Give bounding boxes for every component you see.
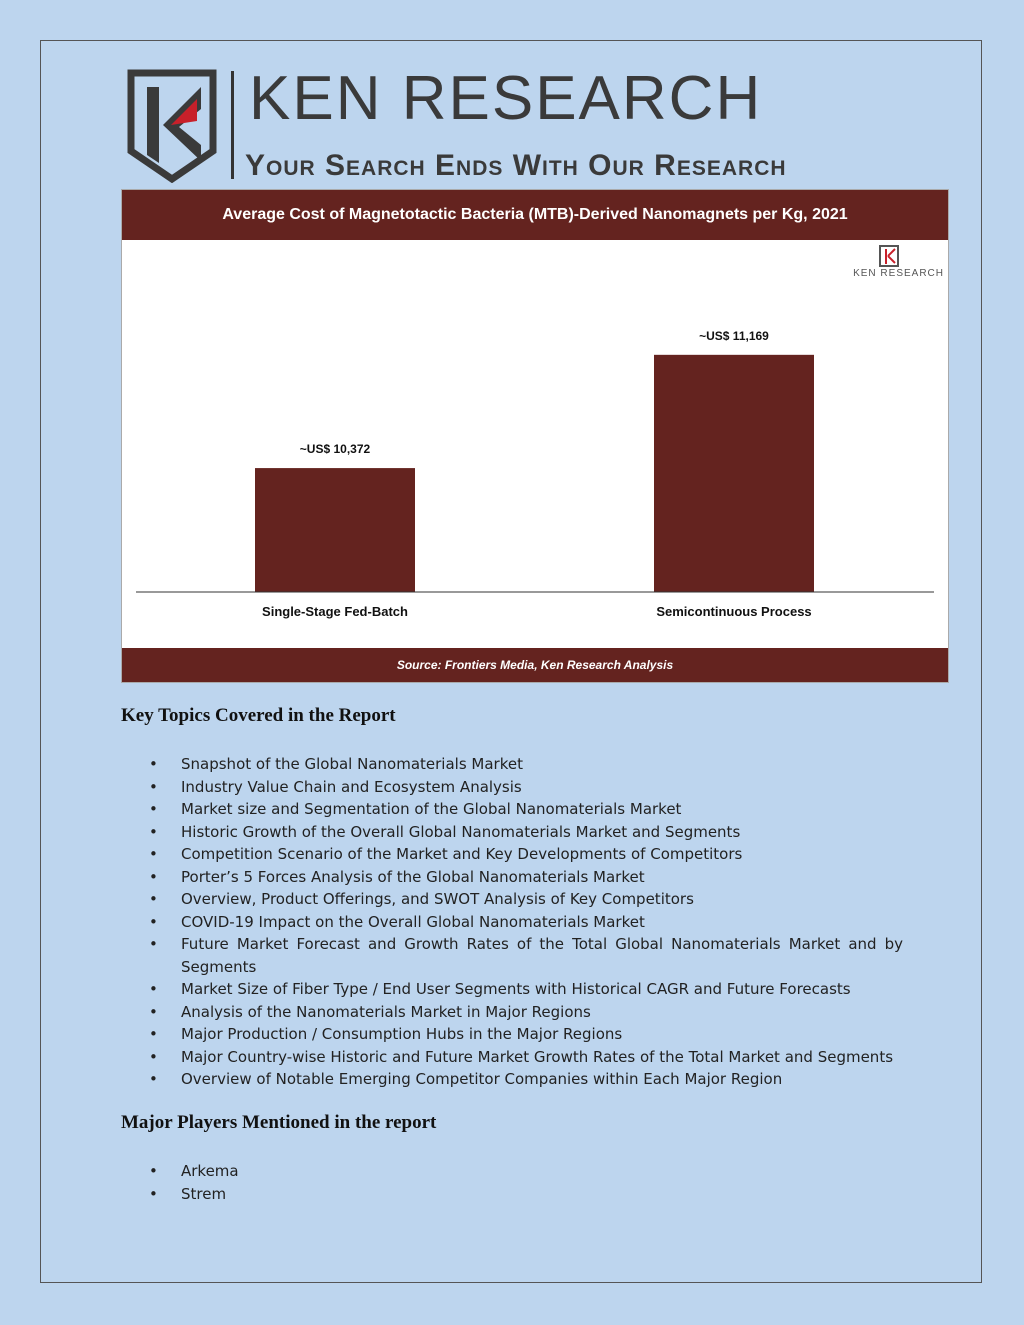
list-item: • Competition Scenario of the Market and Key Developments of Competitors bbox=[121, 843, 903, 866]
chart-data-label: ~US$ 10,372 bbox=[299, 442, 371, 457]
document-page bbox=[40, 40, 982, 1283]
players-heading: Major Players Mentioned in the report bbox=[121, 1112, 437, 1133]
list-item: • Future Market Forecast and Growth Rates of the Total Global Nanomaterials Market and by Segments bbox=[121, 933, 903, 978]
list-item: • Market Size of Fiber Type / End User Segments with Historical CAGR and Future Forecasts bbox=[121, 978, 903, 1001]
chart-source: Source: Frontiers Media, Ken Research Analysis bbox=[122, 648, 948, 682]
list-item: • Strem bbox=[121, 1183, 903, 1206]
list-item: • Historic Growth of the Overall Global Nanomaterials Market and Segments bbox=[121, 821, 903, 844]
players-list bbox=[121, 1160, 903, 1205]
list-item: • Industry Value Chain and Ecosystem Analysis bbox=[121, 776, 903, 799]
list-item: • Porter’s 5 Forces Analysis of the Global Nanomaterials Market bbox=[121, 866, 903, 889]
logo-title: KEN RESEARCH bbox=[249, 64, 763, 133]
chart-data-label: ~US$ 11,169 bbox=[699, 328, 769, 343]
list-item: • Analysis of the Nanomaterials Market in Major Regions bbox=[121, 1001, 903, 1024]
list-item: • Overview of Notable Emerging Competitor Companies within Each Major Region bbox=[121, 1068, 903, 1091]
chart-plot bbox=[122, 240, 948, 648]
list-item: • Major Production / Consumption Hubs in the Major Regions bbox=[121, 1023, 903, 1046]
chart-bar bbox=[654, 355, 814, 592]
list-item: • COVID-19 Impact on the Overall Global Nanomaterials Market bbox=[121, 911, 903, 934]
chart-category-label: Semicontinuous Process bbox=[656, 604, 812, 619]
list-item: • Overview, Product Offerings, and SWOT Analysis of Key Competitors bbox=[121, 888, 903, 911]
logo-tagline: Your Search Ends With Our Research bbox=[245, 149, 787, 182]
topics-list bbox=[121, 753, 903, 1091]
chart-category-label: Single-Stage Fed-Batch bbox=[262, 604, 408, 619]
chart-title: Average Cost of Magnetotactic Bacteria (MTB)-Derived Nanomagnets per Kg, 2021 bbox=[122, 190, 948, 240]
logo-shield-icon bbox=[127, 69, 217, 183]
watermark-logo-icon bbox=[886, 249, 895, 264]
list-item: • Major Country-wise Historic and Future Market Growth Rates of the Total Market and Segments bbox=[121, 1046, 903, 1069]
topics-heading: Key Topics Covered in the Report bbox=[121, 705, 396, 726]
list-item: • Market size and Segmentation of the Global Nanomaterials Market bbox=[121, 798, 903, 821]
logo-divider bbox=[231, 71, 234, 179]
list-item: • Arkema bbox=[121, 1160, 903, 1183]
list-item: • Snapshot of the Global Nanomaterials Market bbox=[121, 753, 903, 776]
ken-research-logo bbox=[127, 64, 917, 189]
chart-bar bbox=[255, 468, 415, 592]
bar-chart bbox=[121, 189, 949, 683]
chart-watermark: KEN RESEARCH bbox=[853, 268, 944, 279]
